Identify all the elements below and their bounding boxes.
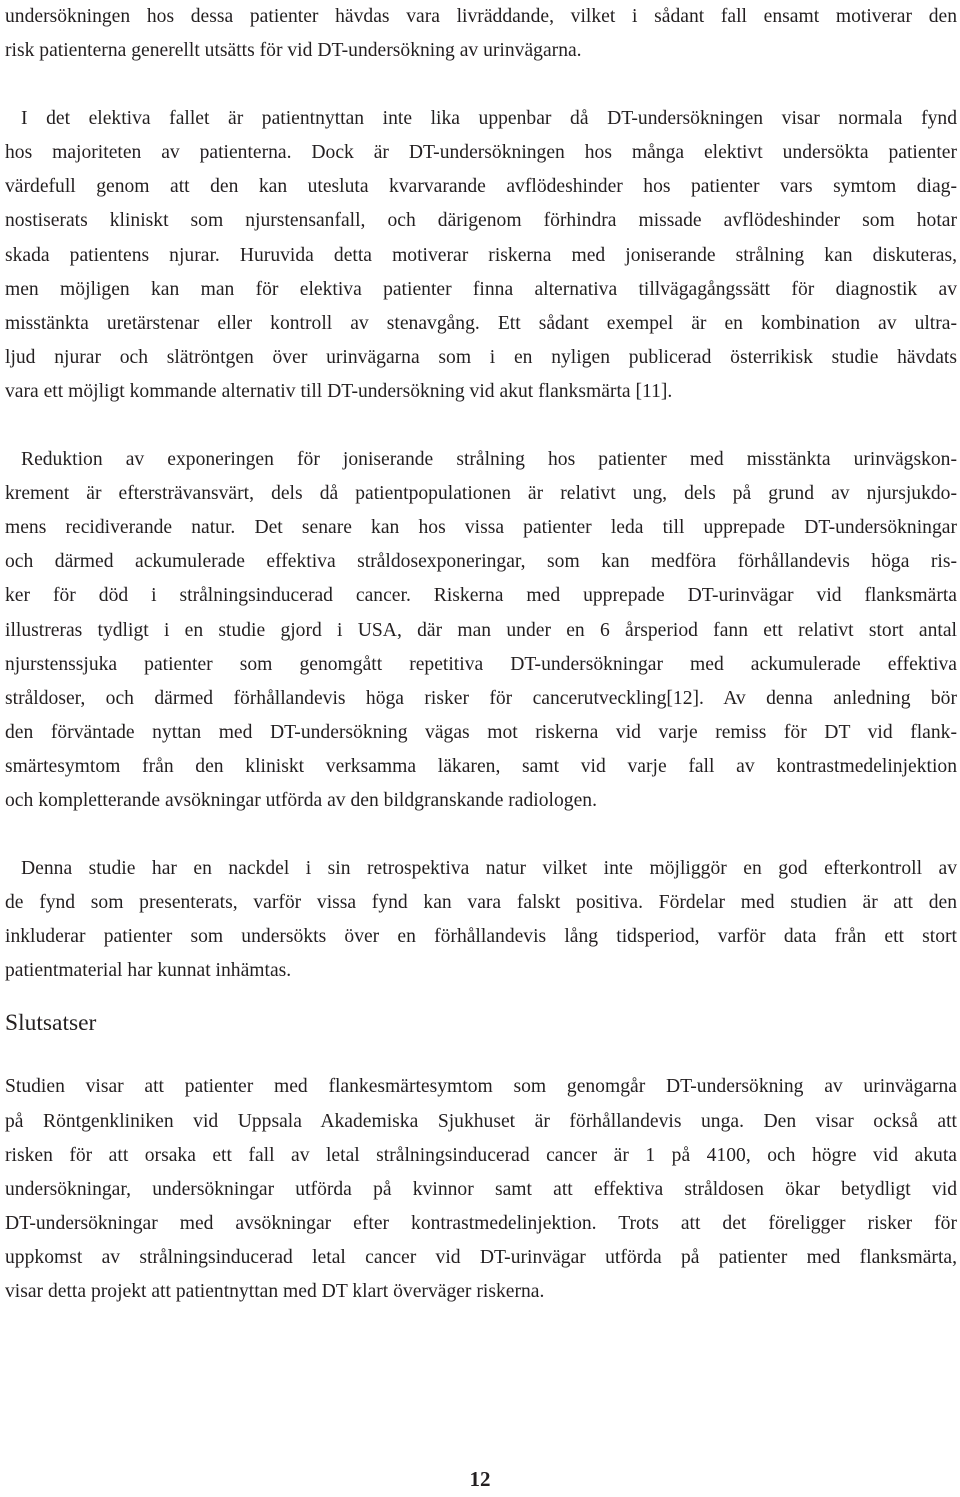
section-heading: Slutsatser	[5, 1010, 97, 1037]
text-line: undersökningen hos dessa patienter hävdas vara livräddande, vilket i sådant fall ensamt motiverar den	[5, 6, 957, 27]
text-line: krement är eftersträvansvärt, dels då patientpopulationen är relativt ung, dels på grund av njursjukdo-	[5, 483, 957, 505]
text-line: stråldoser, och därmed förhållandevis höga risker för cancerutveckling[12]. Av denna anledning bör	[5, 687, 957, 709]
text-line: risken för att orsaka ett fall av letal strålningsinducerad cancer är 1 på 4100, och högre vid akuta	[5, 1144, 957, 1166]
text-line: DT-undersökningar med avsökningar efter kontrastmedelinjektion. Trots att det föreligger risker för	[5, 1212, 957, 1234]
document-page	[5, 0, 957, 1309]
text-line: risk patienterna generellt utsätts för vid DT-undersökning av urinvägarna.	[5, 40, 582, 62]
text-line: men möjligen kan man för elektiva patienter finna alternativa tillvägagångssätt för diagnostik av	[5, 278, 957, 300]
text-line: mens recidiverande natur. Det senare kan hos vissa patienter leda till upprepade DT-undersökningar	[5, 517, 957, 539]
text-line: ker för död i strålningsinducerad cancer. Riskerna med upprepade DT-urinvägar vid flanksmärta	[5, 585, 957, 607]
text-line: inkluderar patienter som undersökts över en förhållandevis lång tidsperiod, varför data från ett stort	[5, 926, 957, 948]
text-line: nostiserats kliniskt som njurstensanfall, och därigenom förhindra missade avflödeshinder som hotar	[5, 210, 957, 232]
text-line: I det elektiva fallet är patientnyttan inte lika uppenbar då DT-undersökningen visar normala fynd	[21, 108, 957, 130]
text-line: hos majoriteten av patienterna. Dock är DT-undersökningen hos många elektivt undersökta patienter	[5, 142, 957, 164]
text-line: och därmed ackumulerade effektiva stråldosexponeringar, som kan medföra förhållandevis höga ris-	[5, 551, 957, 573]
paragraph	[5, 1070, 957, 1309]
text-line: den förväntade nyttan med DT-undersökning vägas mot riskerna vid varje remiss för DT vid flank-	[5, 721, 957, 743]
text-line: undersökningar, undersökningar utförda på kvinnor samt att effektiva stråldosen ökar betydligt vid	[5, 1178, 957, 1200]
text-line: patientmaterial har kunnat inhämtas.	[5, 960, 292, 982]
page-number: 12	[469, 1467, 491, 1491]
text-line: misstänkta uretärstenar eller kontroll av stenavgång. Ett sådant exempel är en kombination av ultra-	[5, 312, 957, 334]
paragraph	[5, 443, 957, 818]
paragraph	[5, 852, 957, 988]
text-line: ljud njurar och slätröntgen över urinvägarna som i en nyligen publicerad österrikisk studie hävdats	[5, 346, 957, 368]
text-line: Reduktion av exponeringen för joniserande strålning hos patienter med misstänkta urinvägskon-	[21, 449, 957, 471]
text-line: och kompletterande avsökningar utförda av den bildgranskande radiologen.	[5, 789, 597, 811]
text-line: på Röntgenkliniken vid Uppsala Akademiska Sjukhuset är förhållandevis unga. Den visar också att	[5, 1110, 957, 1132]
paragraph-gap	[5, 68, 957, 102]
text-line: visar detta projekt att patientnyttan med DT klart överväger riskerna.	[5, 1281, 545, 1302]
text-line: de fynd som presenterats, varför vissa fynd kan vara falskt positiva. Fördelar med studien är att den	[5, 892, 957, 914]
text-line: skada patientens njurar. Huruvida detta motiverar riskerna med joniserande strålning kan diskuteras,	[5, 244, 957, 266]
paragraph	[5, 102, 957, 409]
paragraph	[5, 0, 957, 68]
text-line: värdefull genom att den kan utesluta kvarvarande avflödeshinder hos patienter vars symtom diag-	[5, 176, 957, 198]
text-line: smärtesymtom från den kliniskt verksamma läkaren, samt vid varje fall av kontrastmedelinjektion	[5, 755, 957, 777]
text-line: vara ett möjligt kommande alternativ till DT-undersökning vid akut flanksmärta [11].	[5, 380, 673, 402]
text-line: uppkomst av strålningsinducerad letal cancer vid DT-urinvägar utförda på patienter med flanksmärta,	[5, 1246, 957, 1268]
paragraph-gap	[5, 409, 957, 443]
text-line: illustreras tydligt i en studie gjord i USA, där man under en 6 årsperiod fann ett relativt stort antal	[5, 619, 957, 641]
text-line: Denna studie har en nackdel i sin retrospektiva natur vilket inte möjliggör en god efterkontroll av	[21, 858, 957, 880]
text-line: njurstenssjuka patienter som genomgått repetitiva DT-undersökningar med ackumulerade effektiva	[5, 653, 957, 675]
text-line: Studien visar att patienter med flankesmärtesymtom som genomgår DT-undersökning av urinvägarna	[5, 1076, 957, 1098]
paragraph-gap	[5, 818, 957, 852]
